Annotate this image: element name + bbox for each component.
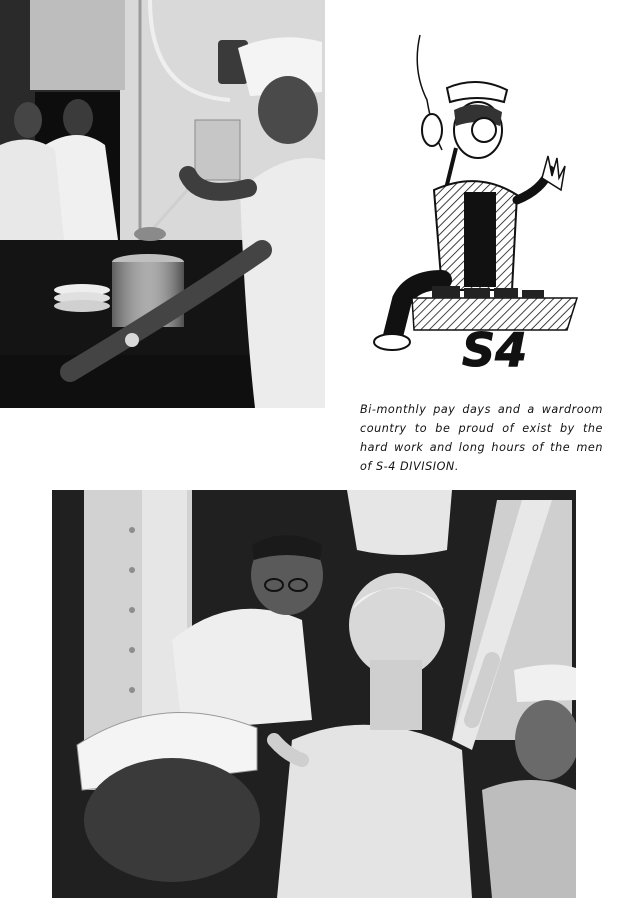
s4-cartoon — [372, 30, 584, 375]
hatchway-photo — [52, 490, 576, 898]
photo-caption: Bi-monthly pay days and a wardroom country to be proud of exist by the hard work and long hours of the men of S-4 DIVISION. — [360, 403, 603, 473]
galley-photo — [0, 0, 325, 408]
s4-label: S4 — [462, 323, 528, 375]
